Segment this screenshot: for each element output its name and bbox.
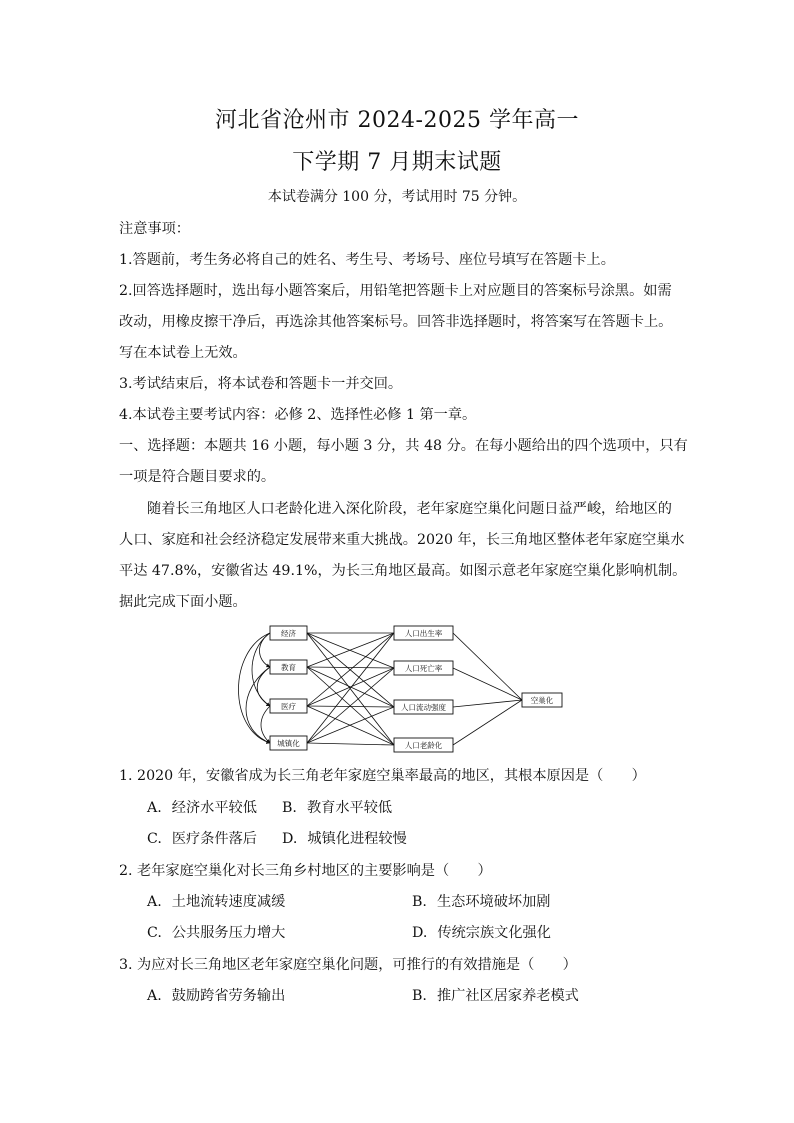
option-letter: C. xyxy=(147,831,162,847)
diagram-node-death-rate xyxy=(394,661,453,675)
notice-heading: 注意事项： xyxy=(119,221,190,237)
option-text: 鼓励跨省劳务输出 xyxy=(171,988,286,1004)
notice-item-2-line-3: 写在本试卷上无效。 xyxy=(119,345,247,361)
option-text: 教育水平较低 xyxy=(306,800,393,816)
diagram-node-urbanization xyxy=(270,736,307,750)
question-3-option-b[interactable] xyxy=(412,986,579,1006)
option-letter: B. xyxy=(282,800,297,816)
exam-title-line2: 下学期 7 月期末试题 xyxy=(292,150,502,175)
option-letter: B. xyxy=(412,988,427,1004)
section-1-heading-line-1: 一、选择题：本题共 16 小题，每小题 3 分，共 48 分。在每小题给出的四个选项中，只有 xyxy=(119,438,688,454)
option-letter: D. xyxy=(412,925,428,941)
question-3-option-a[interactable] xyxy=(147,986,285,1006)
diagram-label-migration-intensity: 人口流动强度 xyxy=(401,703,446,712)
diagram-label-birth-rate: 人口出生率 xyxy=(404,629,443,638)
option-letter: B. xyxy=(412,894,427,910)
notice-item-2-line-2: 改动，用橡皮擦干净后，再选涂其他答案标号。回答非选择题时，将答案写在答题卡上。 xyxy=(119,314,673,330)
question-1-stem: 1. 2020 年，安徽省成为长三角老年家庭空巢率最高的地区，其根本原因是（ ） xyxy=(119,768,646,784)
diagram-label-aging: 人口老龄化 xyxy=(404,741,443,750)
option-text: 医疗条件落后 xyxy=(171,831,257,847)
question-1-option-c[interactable] xyxy=(147,829,257,849)
passage-line-3: 平达 47.8%，安徽省达 49.1%，为长三角地区最高。如图示意老年家庭空巢化影响机制。 xyxy=(119,563,687,579)
question-2-option-c[interactable] xyxy=(147,923,285,943)
option-text: 传统宗族文化强化 xyxy=(437,925,551,941)
option-text: 公共服务压力增大 xyxy=(171,925,286,941)
question-3-stem: 3. 为应对长三角地区老年家庭空巢化问题，可推行的有效措施是（ ） xyxy=(119,957,577,973)
notice-item-1: 1.答题前，考生务必将自己的姓名、考生号、考场号、座位号填写在答题卡上。 xyxy=(119,252,615,268)
question-1-option-d[interactable] xyxy=(282,829,407,849)
passage-line-4: 据此完成下面小题。 xyxy=(119,594,247,610)
section-1-heading-line-2: 一项是符合题目要求的。 xyxy=(119,469,276,485)
diagram-label-economy: 经济 xyxy=(281,629,296,638)
question-2-option-b[interactable] xyxy=(412,892,550,912)
empty-nest-mechanism-diagram xyxy=(228,620,568,756)
option-text: 经济水平较低 xyxy=(171,800,257,816)
option-letter: D. xyxy=(282,831,298,847)
notice-item-3: 3.考试结束后，将本试卷和答题卡一并交回。 xyxy=(119,376,403,392)
option-letter: A. xyxy=(147,800,162,816)
option-text: 推广社区居家养老模式 xyxy=(436,988,579,1004)
diagram-label-medical: 医疗 xyxy=(281,702,296,711)
diagram-node-birth-rate xyxy=(394,626,453,640)
diagram-node-economy xyxy=(270,626,307,640)
question-1-option-b[interactable] xyxy=(282,798,392,818)
question-2-option-d[interactable] xyxy=(412,923,551,943)
exam-subtitle: 本试卷满分 100 分，考试用时 75 分钟。 xyxy=(267,189,527,205)
notice-item-2-line-1: 2.回答选择题时，选出每小题答案后，用铅笔把答题卡上对应题目的答案标号涂黑。如需 xyxy=(119,283,672,299)
question-2-stem: 2. 老年家庭空巢化对长三角乡村地区的主要影响是（ ） xyxy=(119,863,492,879)
diagram-node-aging xyxy=(394,738,453,752)
diagram-node-migration-intensity xyxy=(394,700,453,714)
diagram-label-empty-nest: 空巢化 xyxy=(530,696,554,705)
option-letter: A. xyxy=(147,988,162,1004)
diagram-label-urbanization: 城镇化 xyxy=(277,739,300,748)
exam-title-line1: 河北省沧州市 2024-2025 学年高一 xyxy=(215,108,579,133)
diagram-label-death-rate: 人口死亡率 xyxy=(404,664,443,673)
option-text: 城镇化进程较慢 xyxy=(307,831,407,847)
diagram-label-education: 教育 xyxy=(281,663,296,672)
notice-item-4: 4.本试卷主要考试内容：必修 2、选择性必修 1 第一章。 xyxy=(119,407,477,423)
question-1-option-a[interactable] xyxy=(147,798,257,818)
option-text: 土地流转速度减缓 xyxy=(171,894,286,910)
diagram-node-education xyxy=(270,660,307,674)
option-letter: A. xyxy=(147,894,162,910)
option-letter: C. xyxy=(147,925,162,941)
passage-line-1: 随着长三角地区人口老龄化进入深化阶段，老年家庭空巢化问题日益严峻，给地区的 xyxy=(147,501,672,517)
diagram-node-empty-nest xyxy=(522,693,562,707)
question-2-option-a[interactable] xyxy=(147,892,285,912)
diagram-node-medical xyxy=(270,699,307,713)
passage-line-2: 人口、家庭和社会经济稳定发展带来重大挑战。2020 年，长三角地区整体老年家庭空巢水 xyxy=(119,532,685,548)
option-text: 生态环境破坏加剧 xyxy=(436,894,551,910)
